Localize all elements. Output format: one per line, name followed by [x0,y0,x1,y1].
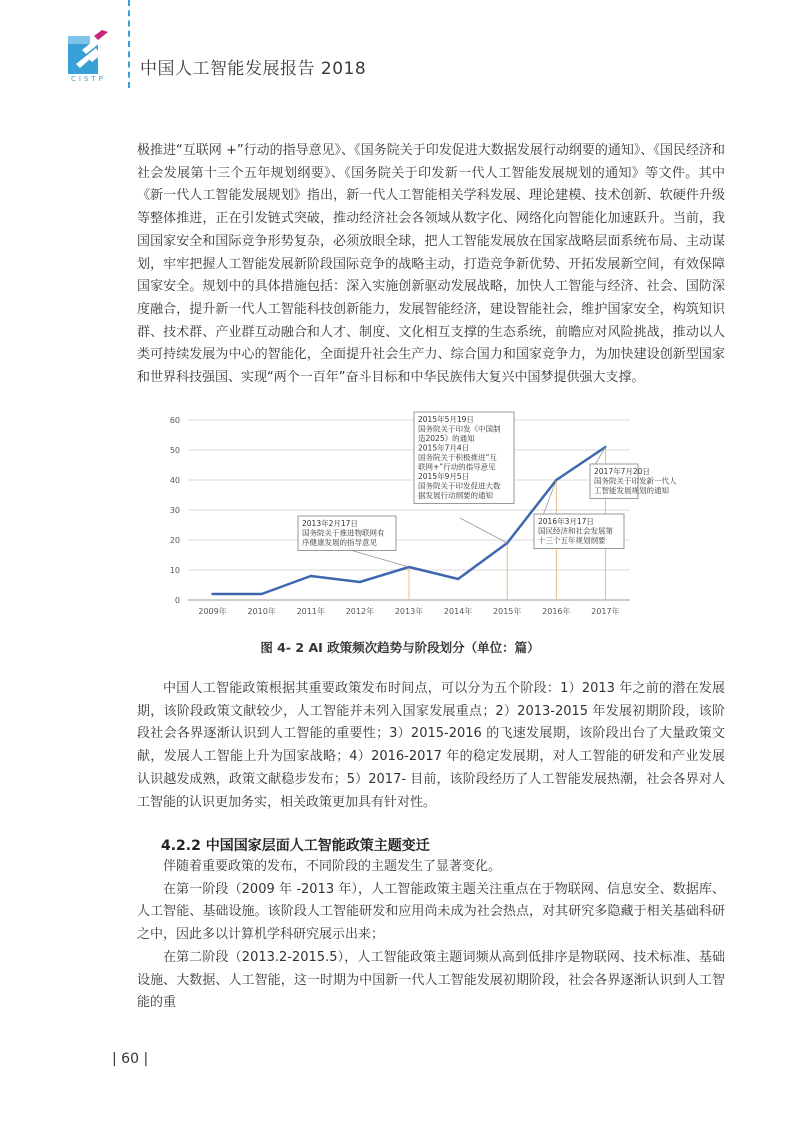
x-tick-label: 2013年 [394,607,424,616]
annotation-text: 国务院关于积极推进“互 [418,453,497,462]
annotation-text: 十三个五年规划纲要 [538,536,606,545]
annotation-connector [350,550,409,567]
x-tick-label: 2012年 [345,607,375,616]
figure-caption: 图 4- 2 AI 政策频次趋势与阶段划分（单位：篇） [260,640,540,655]
page-number-value: 60 [121,1051,139,1067]
x-tick-label: 2014年 [443,607,473,616]
annotation-text: 2013年2月17日 [302,519,358,528]
y-tick-label: 10 [169,566,180,575]
data-point [310,575,312,577]
y-tick-label: 60 [169,416,180,425]
annotation-text: 联网+”行动的指导意见 [418,462,496,472]
page-header-title: 中国人工智能发展报告 2018 [140,59,367,79]
x-tick-label: 2010年 [247,607,276,616]
annotation-text: 序健康发展的指导意见 [302,538,377,547]
y-tick-label: 0 [174,596,180,605]
logo-text: CISTP [71,75,106,83]
annotation-text: 2017年7月20日 [594,467,650,476]
header-divider [128,0,130,88]
annotation-text: 国务院关于推进物联网有 [302,528,385,538]
data-point [359,581,361,583]
annotation-text: 据发展行动纲要的通知 [418,491,493,500]
annotation-text: 国务院关于印发《中国制 [418,424,501,434]
x-tick-label: 2016年 [542,607,571,616]
annotation-text: 2015年5月19日 [418,415,474,424]
section-paragraph-2: 在第一阶段（2009 年 -2013 年），人工智能政策主题关注重点在于物联网、信息安全、数据库、人工智能、基础设施。该阶段人工智能研发和应用尚未成为社会热点，对其研究多隐藏于相关基础科研之中，因此多以计算机学科研究展示出来； [137,881,725,943]
annotation-text: 2015年9月5日 [418,472,470,481]
section-paragraph-1: 伴随着重要政策的发布，不同阶段的主题发生了显著变化。 [163,859,502,874]
x-tick-label: 2015年 [493,607,522,616]
policy-frequency-line-chart [160,408,677,628]
cistp-logo-icon [68,30,114,74]
data-point [211,593,213,595]
annotation-text: 国民经济和社会发展第 [538,526,613,536]
body-paragraph-1: 极推进“互联网 +”行动的指导意见》、《国务院关于印发促进大数据发展行动纲要的通知》、《国民经济和社会发展第十三个五年规划纲要》、《国务院关于印发新一代人工智能发展规划的通知》等文件。其中《新一代人工智能发展规划》指出，新一代人工智能相关学科发展、理论建模、技术创新、软硬件升级等整体推进，正在引发链式突破，推动经济社会各领域从数字化、网络化向智能化加速跃升。当前，我国国家安全和国际竞争形势复杂，必须放眼全球，把人工智能发展放在国家战略层面系统布局、主动谋划，牢牢把握人工智能发展新阶段国际竞争的战略主动，打造竞争新优势、开拓发展新空间，有效保障国家安全。规划中的具体措施包括：深入实施创新驱动发展战略，加快人工智能与经济、社会、国防深度融合，提升新一代人工智能科技创新能力，发展智能经济，建设智能社会，维护国家安全，构筑知识群、技术群、产业群互动融合和人才、制度、文化相互支撑的生态系统，前瞻应对风险挑战，推动以人类可持续发展为中心的智能化，全面提升社会生产力、综合国力和国家竞争力，为加快建设创新型国家和世界科技强国、实现“两个一百年”奋斗目标和中华民族伟大复兴中国梦提供强大支撑。 [137,143,725,386]
data-point [260,593,262,595]
x-tick-label: 2011年 [296,607,325,616]
annotation-text: 工智能发展规划的通知 [594,486,669,495]
annotation-text: 2016年3月17日 [538,517,594,526]
y-tick-label: 40 [169,476,180,485]
annotation-text: 2015年7月4日 [418,443,470,453]
y-tick-label: 30 [169,506,180,515]
section-heading: 4.2.2 中国国家层面人工智能政策主题变迁 [161,838,430,854]
page-number: | 60 | [112,1051,149,1067]
annotation-connector [542,480,556,518]
section-paragraph-3: 在第二阶段（2013.2-2015.5），人工智能政策主题词频从高到低排序是物联网、技术标准、基础设施、大数据、人工智能，这一时期为中国新一代人工智能发展初期阶段，社会各界逐渐认识到人工智能的重 [137,949,725,1011]
annotation-text: 造2025》的通知 [418,434,475,443]
y-tick-label: 50 [169,446,180,455]
annotation-connector [460,518,507,543]
y-tick-label: 20 [169,536,180,545]
data-point [457,578,459,580]
x-tick-label: 2009年 [198,607,227,616]
body-paragraph-2: 中国人工智能政策根据其重要政策发布时间点，可以分为五个阶段：1）2013 年之前的潜在发展期，该阶段政策文献较少，人工智能并未列入国家发展重点；2）2013-2015 年发展初期阶段，该阶段社会各界逐渐认识到人工智能的重要性；3）2015-2016 的飞速发展期，该阶段出台了大量政策文献，发展人工智能上升为国家战略；4）2016-2017 年的稳定发展期，对人工智能的研发和产业发展认识越发成熟，政策文献稳步发布；5）2017- 目前，该阶段经历了人工智能发展热潮，社会各界对人工智能的认识更加务实，相关政策更加具有针对性。 [137,681,725,810]
annotation-text: 国务院关于印发促进大数 [418,481,501,491]
x-tick-label: 2017年 [591,607,620,616]
annotation-text: 国务院关于印发新一代人 [594,476,677,486]
section-body [137,856,725,1015]
